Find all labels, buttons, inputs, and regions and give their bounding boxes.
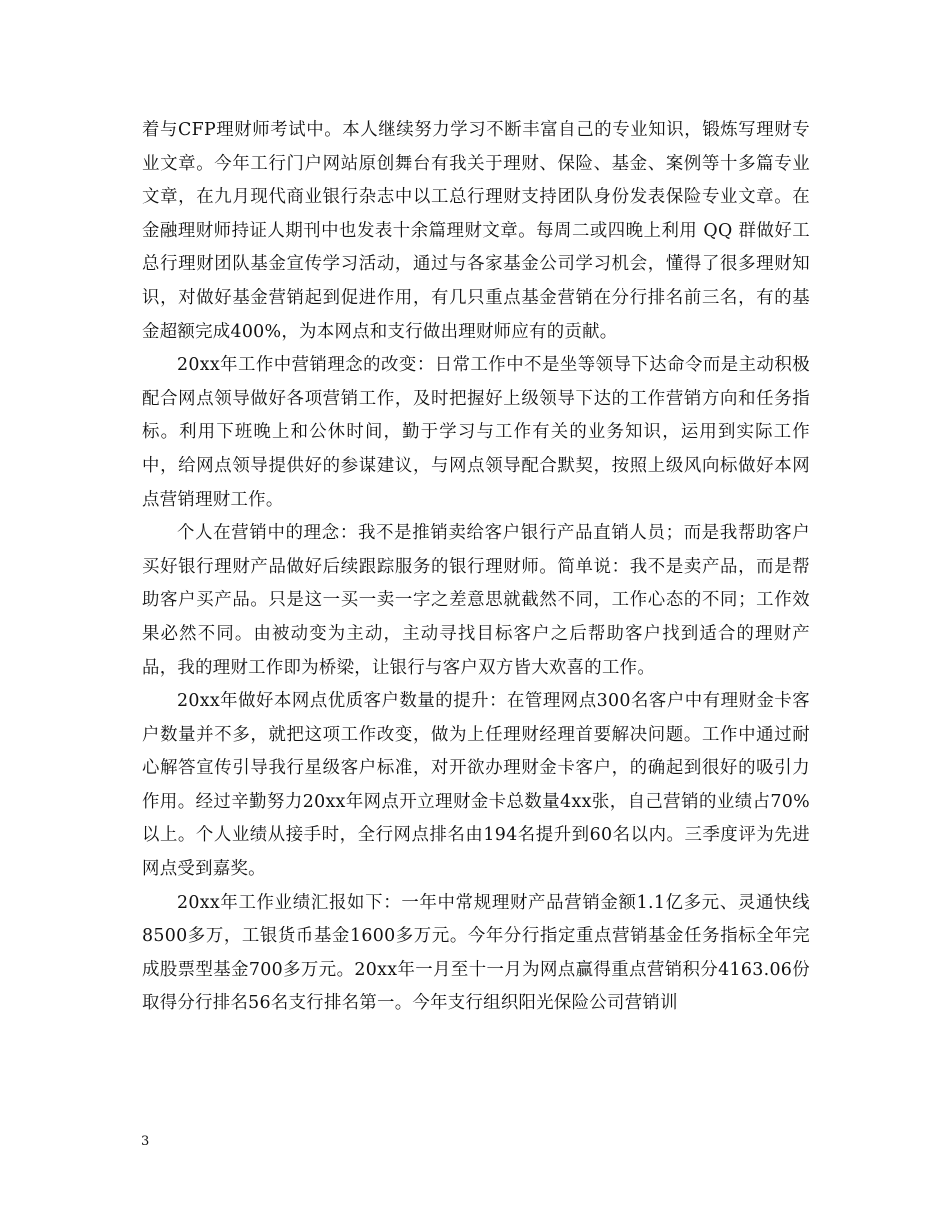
body-text bbox=[142, 114, 810, 1021]
paragraph-personal-marketing-philosophy: 个人在营销中的理念：我不是推销卖给客户银行产品直销人员；而是我帮助客户买好银行理财产品做好后续跟踪服务的银行理财师。简单说：我不是卖产品，而是帮助客户买产品。只是这一买一卖一字之差意思就截然不同，工作心态的不同；工作效果必然不同。由被动变为主动，主动寻找目标客户之后帮助客户找到适合的理财产品，我的理财工作即为桥梁，让银行与客户双方皆大欢喜的工作。 bbox=[142, 523, 810, 678]
paragraph-marketing-concept-change: 20xx年工作中营销理念的改变：日常工作中不是坐等领导下达命令而是主动积极配合网点领导做好各项营销工作，及时把握好上级领导下达的工作营销方向和任务指标。利用下班晚上和公休时间，勤于学习与工作有关的业务知识，运用到实际工作中，给网点领导提供好的参谋建议，与网点领导配合默契，按照上级风向标做好本网点营销理财工作。 bbox=[142, 355, 810, 510]
paragraph-cfp-study: 着与CFP理财师考试中。本人继续努力学习不断丰富自己的专业知识，锻炼写理财专业文章。今年工行门户网站原创舞台有我关于理财、保险、基金、案例等十多篇专业文章，在九月现代商业银行杂志中以工总行理财支持团队身份发表保险专业文章。在金融理财师持证人期刊中也发表十余篇理财文章。每周二或四晚上利用 QQ 群做好工总行理财团队基金宣传学习活动，通过与各家基金公司学习机会，懂得了很多理财知识，对做好基金营销起到促进作用，有几只重点基金营销在分行排名前三名，有的基金超额完成400%，为本网点和支行做出理财师应有的贡献。 bbox=[142, 120, 810, 342]
page-number: 3 bbox=[141, 1134, 150, 1149]
paragraph-performance-report: 20xx年工作业绩汇报如下：一年中常规理财产品营销金额1.1亿多元、灵通快线8500多万，工银货币基金1600多万元。今年分行指定重点营销基金任务指标全年完成股票型基金700多万元。20xx年一月至十一月为网点赢得重点营销积分4163.06份取得分行排名56名支行排名第一。今年支行组织阳光保险公司营销训 bbox=[142, 892, 810, 1014]
paragraph-premium-customer-growth: 20xx年做好本网点优质客户数量的提升：在管理网点300名客户中有理财金卡客户数量并不多，就把这项工作改变，做为上任理财经理首要解决问题。工作中通过耐心解答宣传引导我行星级客户标准，对开欲办理财金卡客户，的确起到很好的吸引力作用。经过辛勤努力20xx年网点开立理财金卡总数量4xx张，自己营销的业绩占70%以上。个人业绩从接手时，全行网点排名由194名提升到60名以内。三季度评为先进网点受到嘉奖。 bbox=[142, 691, 810, 880]
